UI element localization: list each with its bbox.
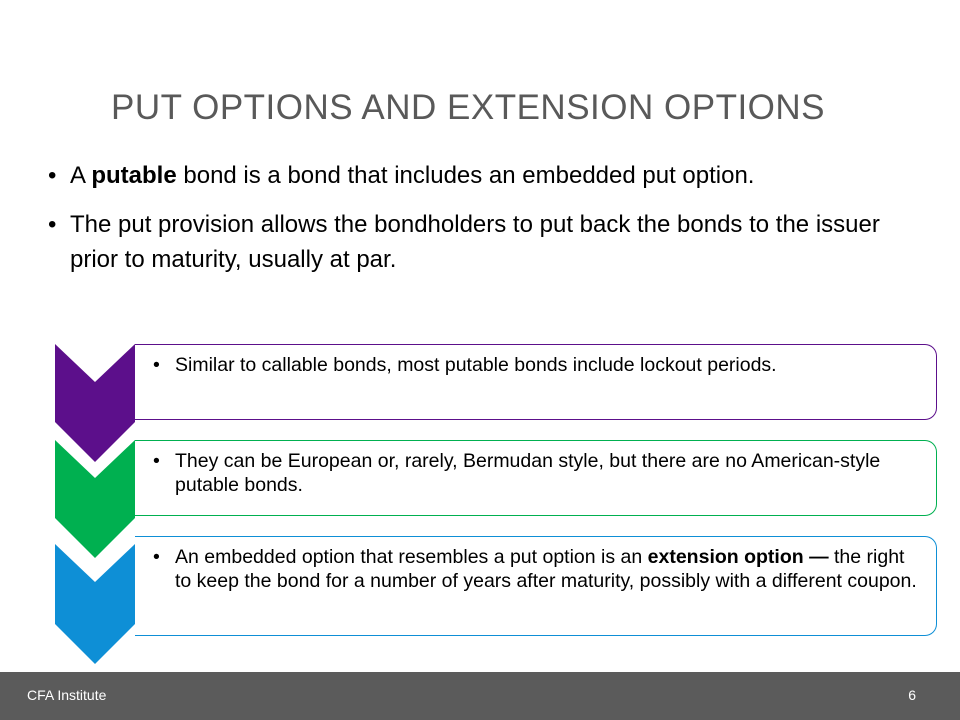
bullet-text-post: bond is a bond that includes an embedded put option. — [176, 162, 755, 189]
diagram-box-lockout — [135, 344, 937, 420]
bullet-dot: • — [153, 546, 160, 568]
diagram-box-extension — [135, 536, 937, 636]
footer-organization: CFA Institute — [27, 687, 107, 703]
bullet-text-bold: putable — [91, 162, 177, 189]
diagram-item-text-post: the right to keep the bond for a number of years after maturity, possibly with a different coupon. — [175, 546, 917, 592]
slide-title: PUT OPTIONS AND EXTENSION OPTIONS — [111, 88, 826, 127]
diagram-item-text: They can be European or, rarely, Bermudan style, but there are no American-style putable bonds. — [175, 450, 881, 496]
diagram-item-text-pre: An embedded option that resembles a put option is an — [175, 546, 648, 568]
diagram-item-text-bold: extension option — — [647, 546, 829, 568]
diagram-item-text: Similar to callable bonds, most putable bonds include lockout periods. — [175, 354, 777, 376]
diagram-item-style — [153, 449, 922, 497]
diagram-item-lockout — [153, 353, 922, 377]
bullet-text: The put provision allows the bondholders to put back the bonds to the issuer prior to maturity, usually at par. — [70, 211, 880, 273]
page-number: 6 — [908, 687, 916, 703]
bullet-text-pre: A — [70, 162, 92, 189]
bullet-dot: • — [48, 211, 57, 238]
bullet-dot: • — [153, 354, 160, 376]
bullet-dot: • — [153, 450, 160, 472]
footer-bar — [0, 672, 960, 720]
chevron-green — [55, 440, 135, 558]
bullet-dot: • — [48, 162, 57, 189]
diagram-box-style — [135, 440, 937, 516]
diagram-item-extension — [153, 545, 922, 593]
chevron-blue — [55, 544, 135, 664]
